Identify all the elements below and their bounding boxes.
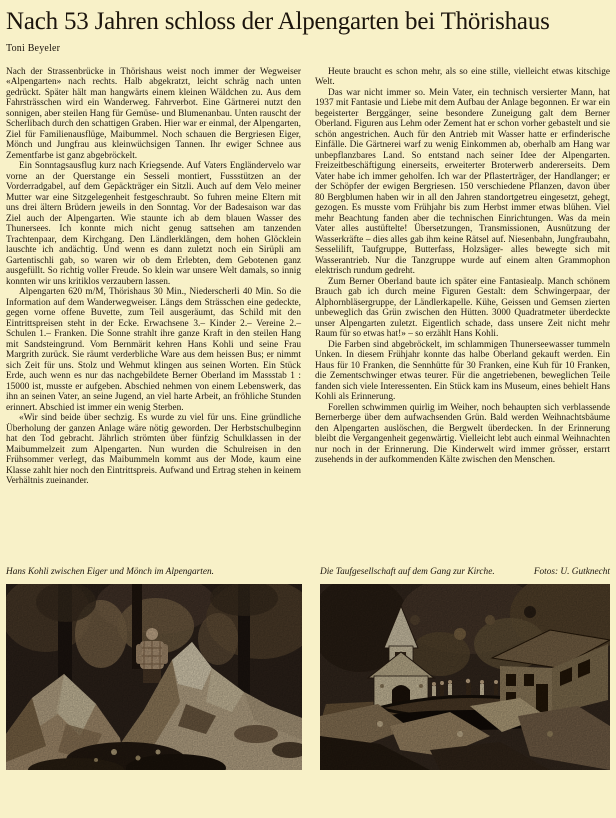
article-title: Nach 53 Jahren schloss der Alpengarten bei Thörishaus [6, 8, 550, 35]
photo-taufgesellschaft-image [320, 584, 610, 770]
caption-left: Hans Kohli zwischen Eiger und Mönch im Alpengarten. [6, 566, 214, 577]
article-author: Toni Beyeler [6, 42, 61, 54]
photo-hans-kohli [6, 584, 302, 770]
caption-right-text: Die Taufgesellschaft auf dem Gang zur Kirche. [320, 566, 495, 577]
article-body [6, 67, 610, 553]
caption-right [320, 567, 610, 578]
paragraph: Nach der Strassenbrücke in Thörishaus weist noch immer der Wegweiser «Alpengarten» nach rechts. Halb abgekratzt, leicht schräg nach unten gedrückt. Später hält man hangwärts einem kleinen Wäldchen zu. Aus dem Fahrsträsschen wird ein Wanderweg. Fahrverbot. Eine Gärtnerei nutzt den sonnigen, aber steilen Hang für Gemüse- und Blumenanbau. Unten rauscht der Scherlibach durch den schattigen Graben. Hier war er einmal, der Alpengarten, Ziel für Familienausflüge, Maibummel. Noch schauen die Bergriesen Eiger, Mönch und Jungfrau aus kleinwüchsigen Tannen. Ihr ewiger Schnee aus Zementfarbe ist ganz abgebröckelt. [6, 66, 301, 161]
photo-credit: Fotos: U. Gutknecht [533, 566, 610, 577]
paragraph: Die Farben sind abgebröckelt, im schlammigen Thunerseewasser tummeln Unken. In diesem Frühjahr konnte das halbe Oberland gekauft werden. Ein Haus für 10 Franken, die Sennhütte für 30 Franken, eine Kuh für 10 Franken, die Zementschwinger etwas teurer. Für die angetriebenen, beweglichen Teile fanden sich viele Interessenten. Ein Stück kam ins Museum, eines behielt Hans Kohli als Erinnerung. [315, 339, 610, 402]
photo-captions [6, 567, 610, 578]
right-column [315, 67, 610, 553]
paragraph: Heute braucht es schon mehr, als so eine stille, vielleicht etwas kitschige Welt. [315, 66, 610, 87]
paragraph: «Wir sind beide über sechzig. Es wurde zu viel für uns. Eine gründliche Überholung der ganzen Anlage wäre nötig geworden. Der Herbstschulbeginn hat den Tod gebracht. Jährlich strömten über fünfzig Schulklassen in der Maibummelzeit zum Alpengarten. Nun wurden die Schulreisen in den Frühsommer verlegt, das Maibummeln kommt aus der Mode, kaum eine Klasse zahlt hier noch den Eintrittspreis. Aufwand und Ertrag stehen in keinem Verhältnis zueinander. [6, 413, 301, 486]
paragraph: Ein Sonntagsausflug kurz nach Kriegsende. Auf Vaters Engländervelo war vorne an der Querstange ein Sesseli montiert, Fussstützen an der Vorderradgabel, auf dem Gepäckträger ein Sitzli. Auch auf dem Velo meiner Mutter war eine Sitzgelegenheit festgeschraubt. So fuhren meine Eltern mit uns drei ältern Brüdern jeweils in den Sonntag. Vor der Badesaison war das Ziel auch der Alpengarten. Wie staunte ich ab dem blauen Wasser des Thunersees. Ich konnte mich nicht genug sattsehen am tanzenden Trachtenpaar, dem Kirchgang. Den Ländlerklängen, dem hohen Glöcklein lauschte ich andächtig. Und wenn es dann zuletzt noch ein Sirüpli am Gartentischli gab, so waren wir ob dem Erlebten, dem Gebotenen ganz ausgefüllt. So richtig voller Freude. So klein war unsere Welt damals, so innig konnten wir uns kritiklos verzaubern lassen. [6, 161, 301, 287]
paragraph: Forellen schwimmen quirlig im Weiher, noch behaupten sich verblassende Bernerberge über dem aufwachsenden Grün. Bald werden Weihnachtsbäume den Alpengarten auslöschen, die Bergwelt überdecken. In der Erinnerung bleibt die Vergangenheit gegenwärtig. Vielleicht lebt auch einmal Weihnachten nur noch in der Erinnerung. Die Kinderwelt wird immer grösser, erstarrt zusehends in der aufkommenden Kälte zwischen den Menschen. [315, 402, 610, 465]
photos-row [6, 584, 610, 770]
article-header [6, 8, 610, 54]
paragraph: Alpengarten 620 m/M, Thörishaus 30 Min., Niederscherli 40 Min. So die Information auf dem Wanderwegweiser. Längs dem Strässchen eine gedeckte, gegen vorne offene Buvette, zum Teil ausgeräumt, das Schild mit den Eintrittspreisen steht in der Ecke. Erwachsene 3.– Kinder 2.– Vereine 2.– Schulen 1.– Franken. Die Sonne strahlt ihre ganze Kraft in den steilen Hang mit Sandsteingrund. Vom Bernmärit kehren Hans Kohli und seine Frau Margrith zurück. Sie räumt verderbliche Ware aus dem heissen Bus; er nimmt sich Zeit für uns. Stolz und Wehmut klingen aus seinen Worten. Ein Stück Erde, auch wenn es nur das nachgebildete Berner Oberland im Massstab 1 : 15000 ist, musste er aufgeben. Abschied nehmen von einem Lebenswerk, das ihn an seinen Vater, an seine Jugend, an viel harte Arbeit, an fröhliche Stunden erinnert. Abschied ist immer ein wenig Sterben. [6, 287, 301, 413]
left-column [6, 67, 301, 553]
photo-taufgesellschaft [320, 584, 610, 770]
photo-hans-kohli-image [6, 584, 302, 770]
paragraph: Zum Berner Oberland baute ich später eine Fantasiealp. Manch schönem Brauch gab ich durch meine Figuren Gestalt: dem Schwingerpaar, der Alphornbläsergruppe, der Ländlerkapelle. Kühe, Geissen und Gemsen zierten unbeweglich das Grün zwischen den Hütten. 3000 Quadratmeter überdeckte unser Alpengarten zuletzt. Eigentlich schade, dass unsere Zeit nicht mehr Raum für so etwas hat!» – so erzählt Hans Kohli. [315, 276, 610, 339]
paragraph: Das war nicht immer so. Mein Vater, ein technisch versierter Mann, hat 1937 mit Fantasie und Liebe mit dem Aufbau der Anlage begonnen. Er war ein begeisterter Berggänger, seine besondere Zuneigung galt dem Berner Oberland. Figuren aus Lehm oder Zement hat er schon vorher gebastelt und sie schön angestrichen. Auch für den Antrieb mit Wasser hatte er erfinderische Einfälle. Die Gärtnerei warf zu wenig Einkommen ab, oberhalb am Hang war unbepflanzbares Land. So entstand nach seiner Idee der Alpengarten. Freizeitbeschäftigung einerseits, erweiterter Broterwerb andererseits. Dem Vater habe ich immer geholfen. Ich war der Pflasterträger, der Handlanger; er der Schöpfer der ewigen Bergriesen. 150 verschiedene Pflanzen, davon über 80 Bergblumen haben wir in all den Jahren standortgetreu eingesetzt, gehegt, gezogen. Es musste vom Frühjahr bis zum Herbst immer etwas blühen. Viel mehr Beachtung fanden aber die technischen Einrichtungen. Was da mein Vater alles austüftelte! Übersetzungen, Transmissionen, Ausnützung der Wasserkräfte – dies alles gab ihm keine Rätsel auf. Niesenbahn, Jungfraubahn, Sesselilift, Taufgruppe, Butterfass, Holzsäger- alles bewegte sich mit Wasserantrieb. Nur die Tanzgruppe wurde auf einem alten Grammophon elektrisch rundum gedreht. [315, 87, 610, 276]
